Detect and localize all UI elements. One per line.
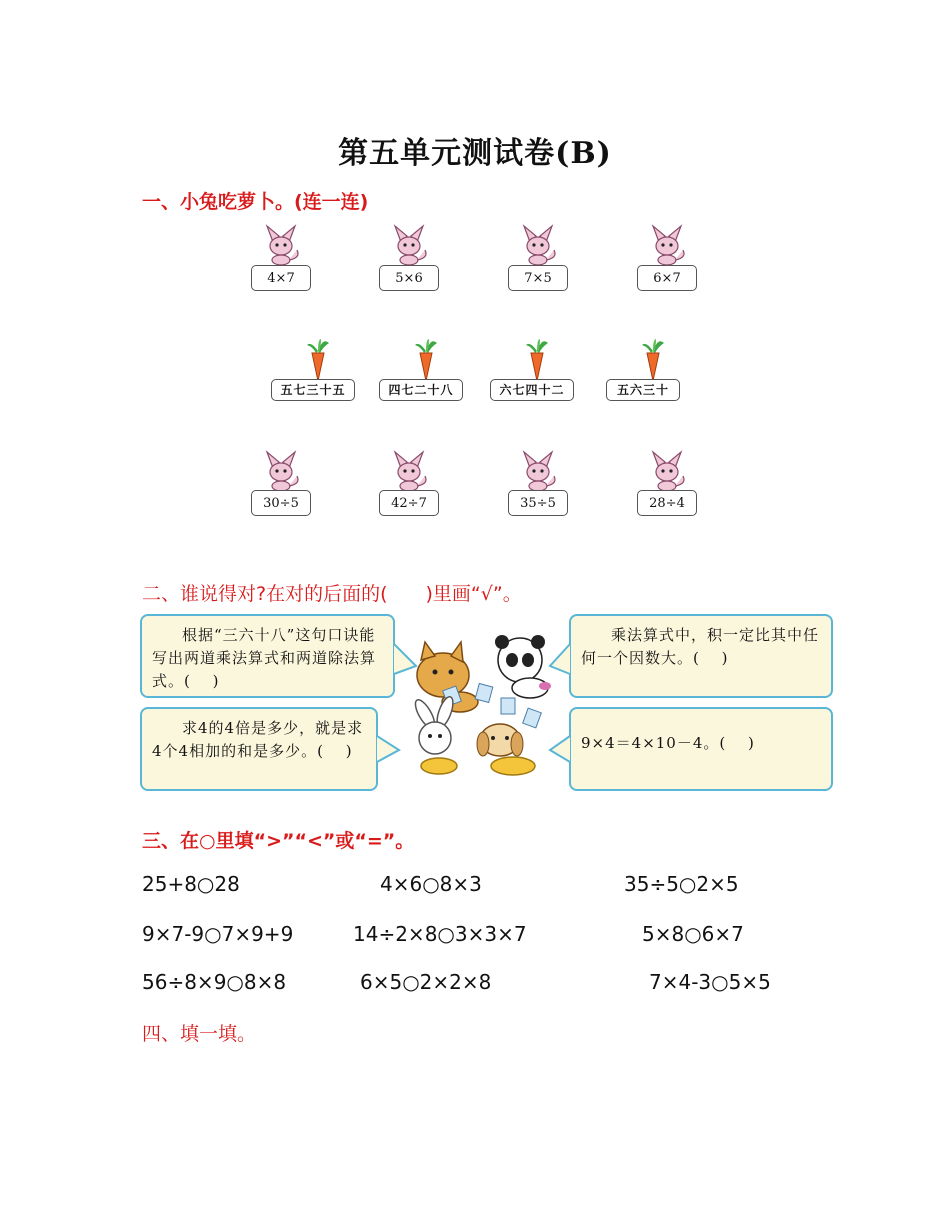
- expression-card[interactable]: 5×6: [379, 265, 439, 291]
- comparison-item: 7×4-3○5×5: [649, 970, 771, 994]
- section-4-heading: 四、填一填。: [142, 1023, 257, 1045]
- comparison-item: 14÷2×8○3×3×7: [353, 922, 527, 946]
- carrot-icon: [301, 337, 335, 381]
- multiplication-rhyme-card[interactable]: 四七二十八: [379, 379, 463, 401]
- speech-bubble-3: 求4的4倍是多少，就是求4个4相加的和是多少。( ): [140, 707, 378, 791]
- rabbit-icon: [387, 448, 431, 492]
- section-1-heading: 一、小兔吃萝卜。(连一连): [142, 191, 369, 213]
- expression-card[interactable]: 4×7: [251, 265, 311, 291]
- carrot-icon: [409, 337, 443, 381]
- multiplication-rhyme-card[interactable]: 六七四十二: [490, 379, 574, 401]
- expression-card[interactable]: 6×7: [637, 265, 697, 291]
- comparison-item: 35÷5○2×5: [624, 872, 739, 896]
- multiplication-rhyme-card[interactable]: 五六三十: [606, 379, 680, 401]
- expression-card[interactable]: 28÷4: [637, 490, 697, 516]
- page-title: 第五单元测试卷(B): [338, 136, 612, 171]
- comparison-item: 9×7-9○7×9+9: [142, 922, 294, 946]
- comparison-item: 5×8○6×7: [642, 922, 744, 946]
- speech-bubble-1: 根据“三六十八”这句口诀能写出两道乘法算式和两道除法算式。( ): [140, 614, 395, 698]
- rabbit-icon: [259, 222, 303, 266]
- expression-card[interactable]: 42÷7: [379, 490, 439, 516]
- comparison-item: 4×6○8×3: [380, 872, 482, 896]
- rabbit-icon: [645, 448, 689, 492]
- carrot-icon: [636, 337, 670, 381]
- expression-card[interactable]: 30÷5: [251, 490, 311, 516]
- animals-illustration: [405, 630, 555, 780]
- rabbit-icon: [516, 448, 560, 492]
- comparison-item: 25+8○28: [142, 872, 240, 896]
- speech-bubble-4: 9×4＝4×10－4。( ): [569, 707, 833, 791]
- rabbit-icon: [645, 222, 689, 266]
- multiplication-rhyme-card[interactable]: 五七三十五: [271, 379, 355, 401]
- section-3-heading: 三、在○里填“>”“<”或“=”。: [142, 830, 415, 852]
- rabbit-icon: [387, 222, 431, 266]
- rabbit-icon: [259, 448, 303, 492]
- section-2-heading: 二、谁说得对?在对的后面的( )里画“√”。: [142, 583, 522, 605]
- speech-bubble-2: 乘法算式中，积一定比其中任何一个因数大。( ): [569, 614, 833, 698]
- bubble-tail: [377, 732, 401, 772]
- expression-card[interactable]: 7×5: [508, 265, 568, 291]
- comparison-item: 6×5○2×2×8: [360, 970, 492, 994]
- carrot-icon: [520, 337, 554, 381]
- rabbit-icon: [516, 222, 560, 266]
- expression-card[interactable]: 35÷5: [508, 490, 568, 516]
- comparison-item: 56÷8×9○8×8: [142, 970, 287, 994]
